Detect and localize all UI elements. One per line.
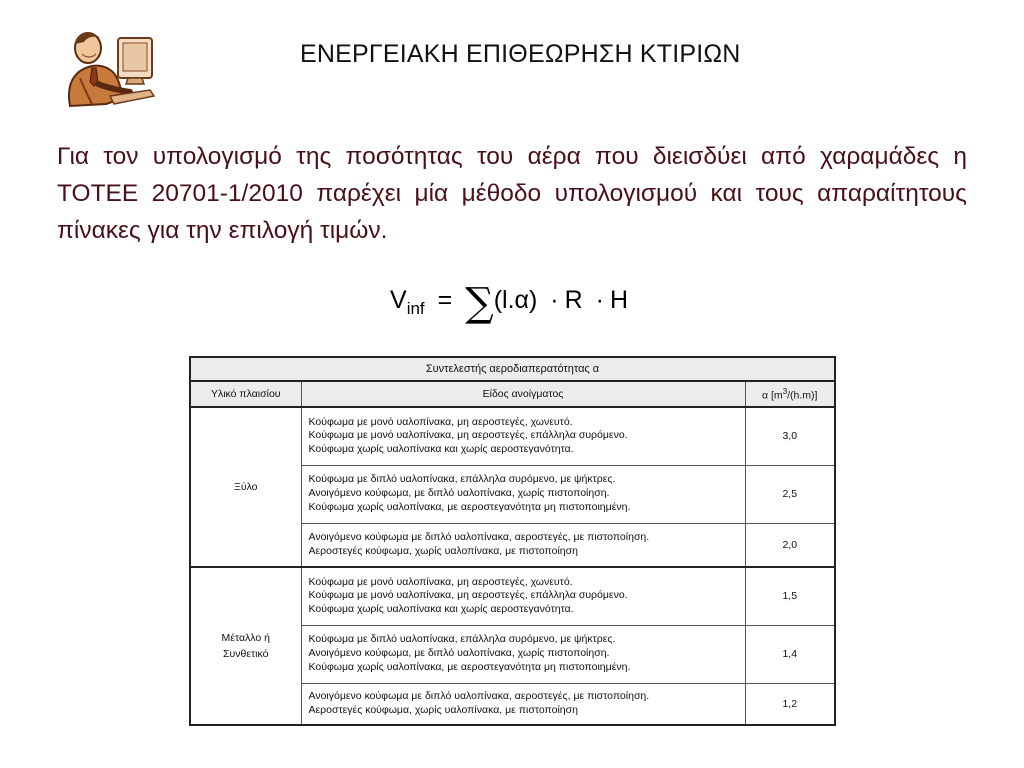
table-caption: Συντελεστής αεροδιαπερατότητας α [190, 357, 835, 381]
material-cell: Μέταλλο ή Συνθετικό [190, 567, 301, 725]
office-worker-at-computer-icon [58, 18, 158, 110]
alpha-value: 1,2 [745, 683, 835, 725]
formula-sum-symbol: ∑ [465, 280, 494, 326]
formula-dot-2: · [595, 286, 604, 314]
formula-equals: = [437, 286, 453, 314]
formula-dot-1: · [550, 286, 559, 314]
air-permeability-table [189, 356, 836, 726]
formula-term: (l.α) [493, 286, 538, 314]
slide-title: ΕΝΕΡΓΕΙΑΚΗ ΕΠΙΘΕΩΡΗΣΗ ΚΤΙΡΙΩΝ [300, 40, 741, 68]
opening-description: Κούφωμα με διπλό υαλοπίνακα, επάλληλα συρόμενο, με ψήκτρες. Ανοιγόμενο κούφωμα, με διπλό υαλοπίνακα, χωρίς πιστοποίηση. Κούφωμα χωρίς υαλοπίνακα, με αεροστεγανότητα μη πιστοποιημένη. [301, 465, 745, 523]
alpha-value: 2,0 [745, 523, 835, 567]
formula-r: R [564, 286, 583, 314]
formula-lhs-subscript: inf [406, 299, 425, 318]
infiltration-formula [390, 280, 628, 326]
opening-description: Κούφωμα με διπλό υαλοπίνακα, επάλληλα συρόμενο, με ψήκτρες. Ανοιγόμενο κούφωμα, με διπλό υαλοπίνακα, χωρίς πιστοποίηση. Κούφωμα χωρίς υαλοπίνακα, με αεροστεγανότητα μη πιστοποιημένη. [301, 625, 745, 683]
alpha-value: 1,5 [745, 567, 835, 625]
formula-h: H [609, 286, 629, 314]
opening-description: Κούφωμα με μονό υαλοπίνακα, μη αεροστεγές, χωνευτό. Κούφωμα με μονό υαλοπίνακα, μη αεροστεγές, επάλληλα συρόμενο. Κούφωμα χωρίς υαλοπίνακα και χωρίς αεροστεγανότητα. [301, 567, 745, 625]
alpha-value: 3,0 [745, 407, 835, 465]
header-opening-type: Είδος ανοίγματος [301, 381, 745, 407]
opening-description: Ανοιγόμενο κούφωμα με διπλό υαλοπίνακα, αεροστεγές, με πιστοποίηση. Αεροστεγές κούφωμα, χωρίς υαλοπίνακα, με πιστοποίηση [301, 523, 745, 567]
body-paragraph: Για τον υπολογισμό της ποσότητας του αέρα που διεισδύει από χαραμάδες η ΤΟΤΕΕ 20701-1/2010 παρέχει μία μέθοδο υπολογισμού και τους απαραίτητους πίνακες για την επιλογή τιμών. [57, 143, 967, 244]
opening-description: Ανοιγόμενο κούφωμα με διπλό υαλοπίνακα, αεροστεγές, με πιστοποίηση. Αεροστεγές κούφωμα, χωρίς υαλοπίνακα, με πιστοποίηση [301, 683, 745, 725]
material-cell: Ξύλο [190, 407, 301, 567]
opening-description: Κούφωμα με μονό υαλοπίνακα, μη αεροστεγές, χωνευτό. Κούφωμα με μονό υαλοπίνακα, μη αεροστεγές, επάλληλα συρόμενο. Κούφωμα χωρίς υαλοπίνακα και χωρίς αεροστεγανότητα. [301, 407, 745, 465]
header-alpha: α $[m^3/(h.m)]$ [745, 381, 835, 407]
header-material: Υλικό πλαισίου [190, 381, 301, 407]
formula-lhs: V [390, 286, 407, 314]
alpha-value: 1,4 [745, 625, 835, 683]
alpha-value: 2,5 [745, 465, 835, 523]
